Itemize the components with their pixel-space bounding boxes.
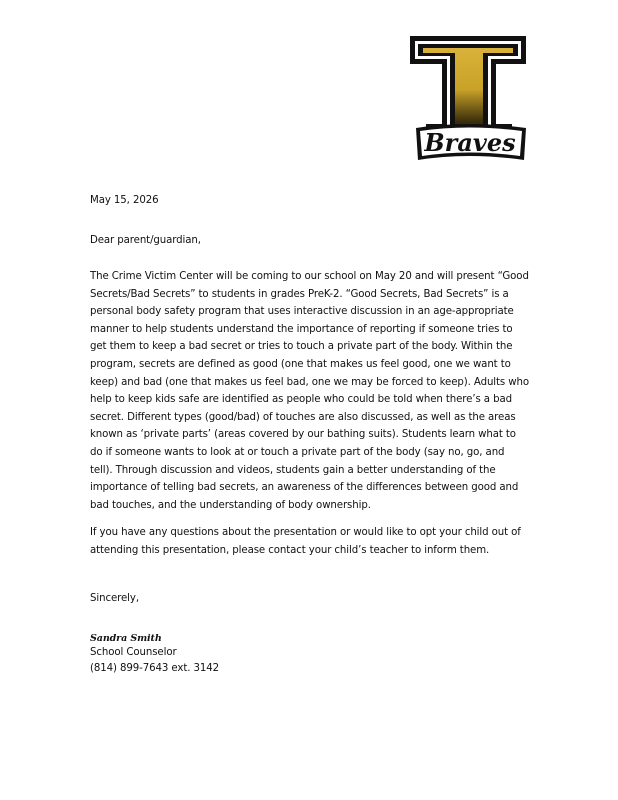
signer-title: School Counselor bbox=[90, 647, 177, 658]
letter-paragraph-2: If you have any questions about the presentation or would like to opt your child out of attending this presentation, please contact your child’s teacher to inform them. bbox=[90, 527, 521, 556]
letter-paragraph-1: The Crime Victim Center will be coming to our school on May 20 and will present “Good Secrets/Bad Secrets” to students in grades PreK-2. “Good Secrets, Bad Secrets” is a personal body safety program that uses interactive discussion in an age-appropriate manner to help students understand the importance of reporting if someone tries to get them to keep a bad secret or tries to touch a private part of the body. Within the program, secrets are defined as good (one that makes us feel good, one we want to keep) and bad (one that makes us feel bad, one we may be forced to keep). Adults who help to keep kids safe are identified as people who could be told when there’s a bad secret. Different types (good/bad) of touches are also discussed, as well as the areas known as ‘private parts’ (areas covered by our bathing suits). Students learn what to do if someone wants to look at or touch a private part of the body (say no, go, and tell). Through discussion and videos, students gain a better understanding of the importance of telling bad secrets, an awareness of the differences between good and bad touches, and the understanding of body ownership. bbox=[90, 271, 529, 511]
braves-logo-graphic bbox=[408, 34, 532, 166]
letter-closing: Sincerely, bbox=[90, 593, 139, 604]
signature-block bbox=[90, 632, 530, 677]
letter-date: May 15, 2026 bbox=[90, 195, 159, 206]
signer-phone: (814) 899-7643 ext. 3142 bbox=[90, 663, 220, 674]
logo-wordmark: Braves bbox=[424, 128, 516, 157]
signature-name: Sandra Smith bbox=[90, 633, 162, 644]
school-logo bbox=[408, 34, 532, 166]
letter-salutation: Dear parent/guardian, bbox=[90, 235, 201, 246]
